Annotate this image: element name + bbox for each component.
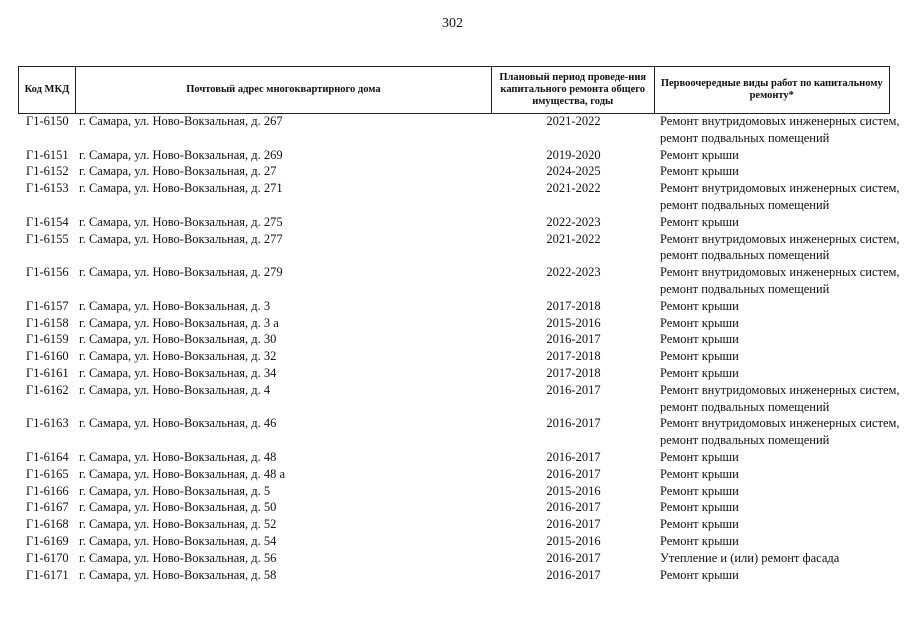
table-row [18, 231, 900, 265]
cell-works [655, 231, 900, 265]
table-row [18, 415, 900, 449]
works-line: Ремонт крыши [660, 533, 739, 548]
cell-works [655, 516, 890, 533]
works-line: Ремонт крыши [660, 332, 739, 347]
cell-period: 2016-2017 [546, 449, 601, 464]
table-row [18, 163, 890, 180]
cell-address: г. Самара, ул. Ново-Вокзальная, д. 3 [79, 298, 271, 313]
cell-period: 2021-2022 [546, 181, 601, 196]
works-line: Ремонт крыши [660, 315, 739, 330]
cell-works [655, 264, 900, 298]
works-line: ремонт подвальных помещений [660, 399, 830, 414]
cell-period: 2016-2017 [546, 550, 601, 565]
table-row [18, 264, 900, 298]
works-line: Ремонт внутридомовых инженерных систем, [660, 181, 900, 196]
cell-period: 2022-2023 [546, 265, 601, 280]
works-line: Ремонт внутридомовых инженерных систем, [660, 114, 900, 128]
table-row [18, 365, 890, 382]
cell-code: Г1-6155 [26, 231, 69, 246]
cell-works [655, 163, 890, 180]
table-row [18, 449, 890, 466]
works-line: Ремонт крыши [660, 466, 739, 481]
table-row [18, 567, 890, 584]
cell-code: Г1-6156 [26, 265, 69, 280]
cell-address: г. Самара, ул. Ново-Вокзальная, д. 34 [79, 365, 277, 380]
works-line: Ремонт крыши [660, 164, 739, 179]
works-line: Ремонт крыши [660, 500, 739, 515]
cell-code: Г1-6151 [26, 147, 69, 162]
cell-code: Г1-6159 [26, 332, 69, 347]
cell-works [655, 550, 890, 567]
cell-works [655, 499, 890, 516]
cell-code: Г1-6163 [26, 416, 69, 431]
cell-code: Г1-6166 [26, 483, 69, 498]
works-line: Ремонт внутридомовых инженерных систем, [660, 382, 900, 397]
cell-address: г. Самара, ул. Ново-Вокзальная, д. 48 [79, 449, 277, 464]
cell-works [655, 331, 890, 348]
column-header-period: Плановый период проведе-ния капитального ремонта общего имущества, годы [492, 67, 655, 113]
column-header-works: Первоочередные виды работ по капитальному ремонту* [660, 78, 883, 101]
cell-works [655, 533, 890, 550]
table-row [18, 315, 890, 332]
cell-address: г. Самара, ул. Ново-Вокзальная, д. 269 [79, 147, 283, 162]
table-row [18, 214, 890, 231]
cell-code: Г1-6160 [26, 349, 69, 364]
cell-works [655, 466, 890, 483]
works-line: ремонт подвальных помещений [660, 433, 830, 448]
cell-address: г. Самара, ул. Ново-Вокзальная, д. 5 [79, 483, 271, 498]
cell-code: Г1-6157 [26, 298, 69, 313]
cell-code: Г1-6161 [26, 365, 69, 380]
table-row [18, 331, 890, 348]
cell-address: г. Самара, ул. Ново-Вокзальная, д. 54 [79, 533, 277, 548]
cell-address: г. Самара, ул. Ново-Вокзальная, д. 30 [79, 332, 277, 347]
cell-code: Г1-6152 [26, 164, 69, 179]
cell-address: г. Самара, ул. Ново-Вокзальная, д. 279 [79, 265, 283, 280]
works-line: Ремонт внутридомовых инженерных систем, [660, 265, 900, 280]
cell-code: Г1-6171 [26, 567, 69, 582]
cell-works [655, 214, 890, 231]
cell-period: 2017-2018 [546, 365, 601, 380]
cell-code: Г1-6169 [26, 533, 69, 548]
cell-period: 2015-2016 [546, 483, 601, 498]
page-number: 302 [442, 16, 463, 31]
cell-code: Г1-6153 [26, 181, 69, 196]
cell-period: 2015-2016 [546, 315, 601, 330]
cell-address: г. Самара, ул. Ново-Вокзальная, д. 27 [79, 164, 277, 179]
table-header [18, 66, 890, 114]
cell-period: 2022-2023 [546, 214, 601, 229]
cell-period: 2019-2020 [546, 147, 601, 162]
cell-address: г. Самара, ул. Ново-Вокзальная, д. 4 [79, 382, 271, 397]
cell-address: г. Самара, ул. Ново-Вокзальная, д. 275 [79, 214, 283, 229]
works-line: Ремонт крыши [660, 349, 739, 364]
cell-works [655, 382, 900, 416]
cell-works [655, 298, 890, 315]
works-line: Ремонт внутридомовых инженерных систем, [660, 416, 900, 431]
column-header-address: Почтовый адрес многоквартирного дома [76, 67, 492, 113]
table-row [18, 113, 900, 147]
cell-address: г. Самара, ул. Ново-Вокзальная, д. 52 [79, 517, 277, 532]
table-row [18, 466, 890, 483]
cell-period: 2024-2025 [546, 164, 601, 179]
cell-code: Г1-6170 [26, 550, 69, 565]
table-body [18, 113, 900, 583]
cell-period: 2016-2017 [546, 517, 601, 532]
cell-code: Г1-6158 [26, 315, 69, 330]
cell-works [655, 483, 890, 500]
table-row [18, 147, 890, 164]
cell-code: Г1-6165 [26, 466, 69, 481]
cell-code: Г1-6168 [26, 517, 69, 532]
works-line: Ремонт крыши [660, 365, 739, 380]
cell-address: г. Самара, ул. Ново-Вокзальная, д. 32 [79, 349, 277, 364]
cell-period: 2016-2017 [546, 567, 601, 582]
table-row [18, 382, 900, 416]
cell-address: г. Самара, ул. Ново-Вокзальная, д. 277 [79, 231, 283, 246]
cell-address: г. Самара, ул. Ново-Вокзальная, д. 50 [79, 500, 277, 515]
cell-period: 2021-2022 [546, 231, 601, 246]
works-line: Ремонт крыши [660, 214, 739, 229]
cell-code: Г1-6150 [26, 114, 69, 128]
cell-address: г. Самара, ул. Ново-Вокзальная, д. 46 [79, 416, 277, 431]
cell-period: 2015-2016 [546, 533, 601, 548]
works-line: Ремонт крыши [660, 147, 739, 162]
works-line: Ремонт крыши [660, 449, 739, 464]
cell-period: 2017-2018 [546, 298, 601, 313]
cell-works [655, 113, 900, 147]
table-row [18, 516, 890, 533]
cell-works [655, 147, 890, 164]
works-line: Ремонт крыши [660, 298, 739, 313]
cell-period: 2016-2017 [546, 500, 601, 515]
cell-address: г. Самара, ул. Ново-Вокзальная, д. 271 [79, 181, 283, 196]
cell-address: г. Самара, ул. Ново-Вокзальная, д. 48 а [79, 466, 286, 481]
cell-address: г. Самара, ул. Ново-Вокзальная, д. 58 [79, 567, 277, 582]
cell-code: Г1-6162 [26, 382, 69, 397]
works-line: ремонт подвальных помещений [660, 197, 830, 212]
table-row [18, 298, 890, 315]
column-header-code: Код МКД [19, 67, 76, 113]
cell-period: 2017-2018 [546, 349, 601, 364]
cell-works [655, 365, 890, 382]
cell-period: 2016-2017 [546, 416, 601, 431]
table-row [18, 483, 890, 500]
table-row [18, 180, 900, 214]
cell-period: 2021-2022 [546, 114, 601, 128]
cell-works [655, 315, 890, 332]
cell-address: г. Самара, ул. Ново-Вокзальная, д. 56 [79, 550, 277, 565]
cell-address: г. Самара, ул. Ново-Вокзальная, д. 3 а [79, 315, 279, 330]
works-line: Ремонт крыши [660, 567, 739, 582]
cell-period: 2016-2017 [546, 466, 601, 481]
cell-works [655, 415, 900, 449]
works-line: ремонт подвальных помещений [660, 130, 830, 145]
cell-works [655, 449, 890, 466]
cell-address: г. Самара, ул. Ново-Вокзальная, д. 267 [79, 114, 283, 128]
table-row [18, 533, 890, 550]
cell-code: Г1-6164 [26, 449, 69, 464]
cell-code: Г1-6154 [26, 214, 69, 229]
works-line: Утепление и (или) ремонт фасада [660, 550, 840, 565]
cell-code: Г1-6167 [26, 500, 69, 515]
works-line: ремонт подвальных помещений [660, 281, 830, 296]
cell-works [655, 180, 900, 214]
table-row [18, 499, 890, 516]
cell-works [655, 567, 890, 584]
table-row [18, 550, 890, 567]
works-line: Ремонт крыши [660, 483, 739, 498]
cell-period: 2016-2017 [546, 332, 601, 347]
cell-works [655, 348, 890, 365]
cell-period: 2016-2017 [546, 382, 601, 397]
works-line: ремонт подвальных помещений [660, 248, 830, 263]
table-row [18, 348, 890, 365]
works-line: Ремонт внутридомовых инженерных систем, [660, 231, 900, 246]
works-line: Ремонт крыши [660, 517, 739, 532]
